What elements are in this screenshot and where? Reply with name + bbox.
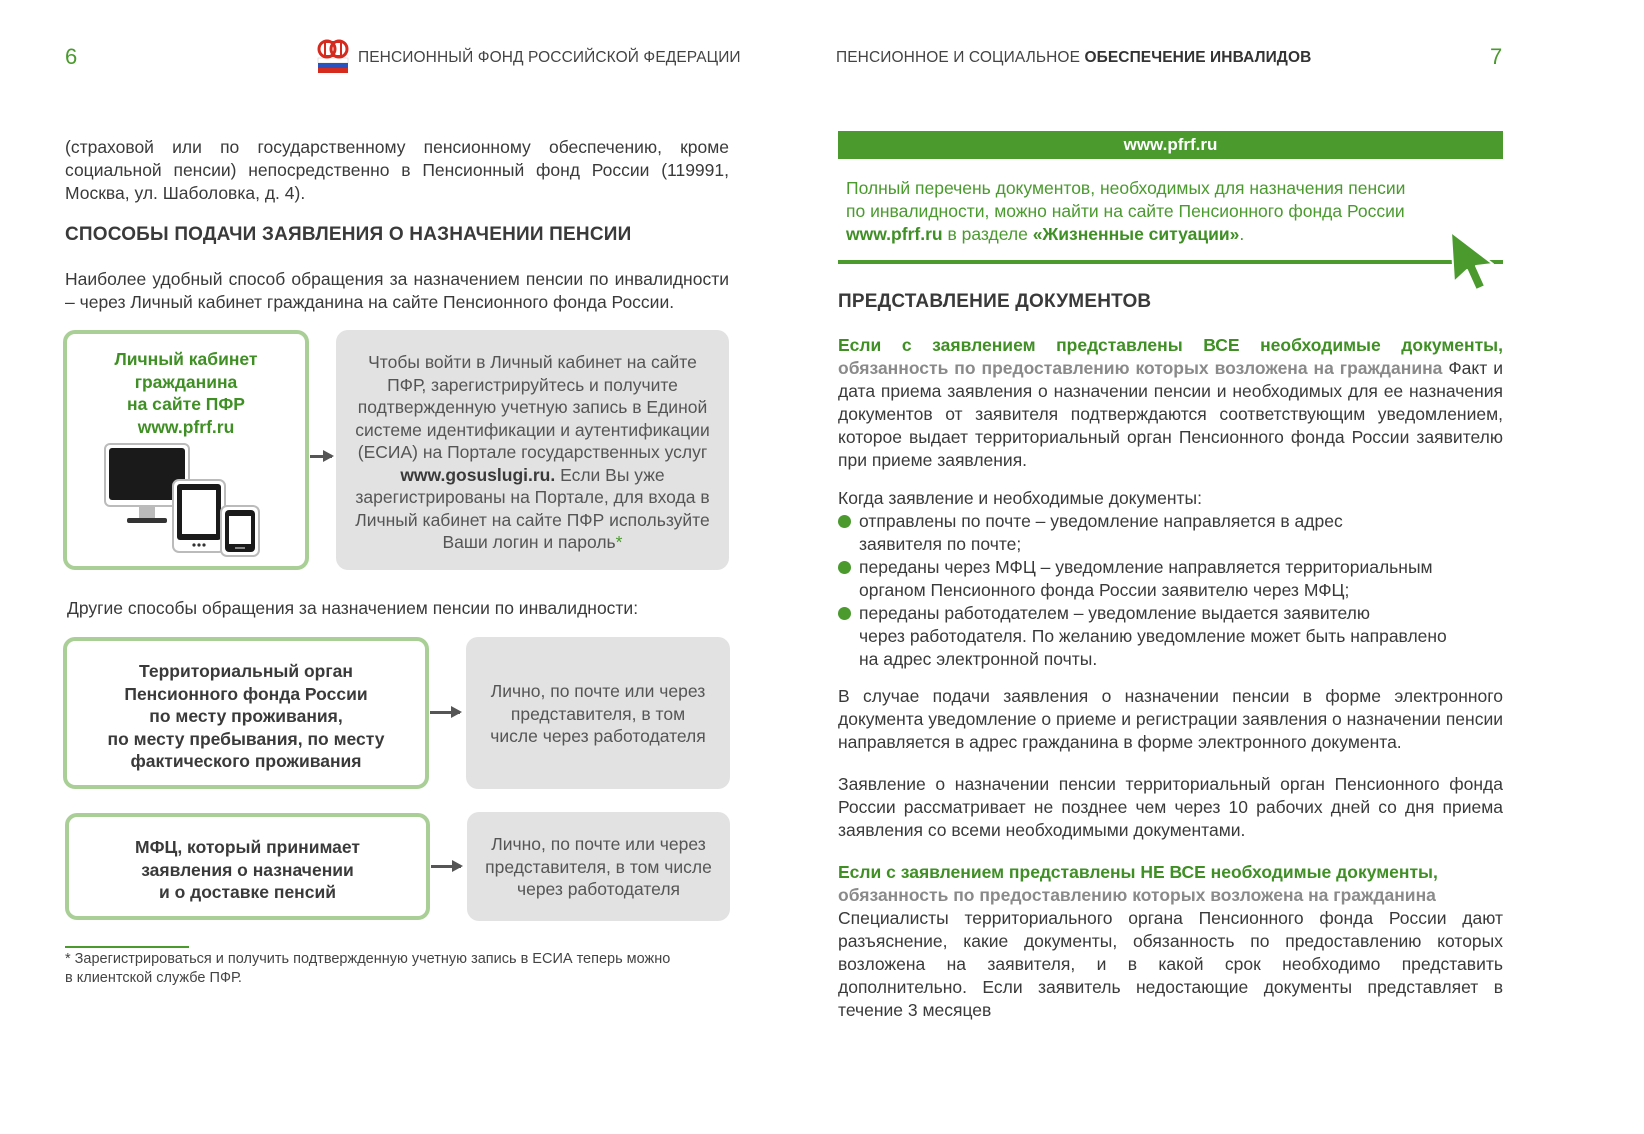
way-line: заявления о назначении	[141, 859, 354, 880]
footnote-line: в клиентской службе ПФР.	[65, 970, 242, 986]
bullet-dot	[838, 607, 851, 620]
all-docs-body: Факт и дата приема заявления о назначении пенсии и необходимых для ее назначения документов от заявителя подтверждаются соответствующим уведомлением, которое выдает территориальный орган Пенсионного фонда России заявителю при приеме заявления.	[838, 358, 1503, 470]
footnote-line: * Зарегистрироваться и получить подтвержденную учетную запись в ЕСИА теперь можно	[65, 951, 671, 967]
footnote-asterisk: *	[615, 532, 623, 552]
way-info-line: представителя, в том	[510, 703, 686, 724]
way-line: и о доставке пенсий	[158, 882, 336, 902]
bullet-line: через работодателя. По желанию уведомление может быть направлено	[859, 626, 1447, 646]
way-info-line: Лично, по почте или через	[490, 681, 706, 701]
way-info-line: через работодателя	[516, 879, 681, 899]
banner-link[interactable]: www.pfrf.ru	[846, 224, 943, 244]
cursor-arrow-icon	[1448, 230, 1496, 292]
electronic-paragraph: В случае подачи заявления о назначении пенсии в форме электронного документа уведомление о приеме и регистрации заявления о назначении пенсии направляется в адрес гражданина в форме электронного документа.	[838, 686, 1503, 752]
banner-line: по инвалидности, можно найти на сайте Пенсионного фонда России	[846, 201, 1405, 221]
bullet-dot	[838, 515, 851, 528]
cabinet-link[interactable]: www.pfrf.ru	[137, 416, 235, 437]
personal-cabinet-box	[63, 330, 309, 570]
cabinet-line: Личный кабинет	[114, 349, 258, 369]
way-line: Территориальный орган	[139, 661, 353, 681]
when-title: Когда заявление и необходимые документы:	[838, 488, 1202, 508]
banner-mid: в разделе	[942, 224, 1033, 244]
header-normal-text: ПЕНСИОННОЕ И СОЦИАЛЬНОЕ	[836, 49, 1085, 66]
cabinet-line: гражданина	[134, 371, 238, 392]
devices-icon	[103, 442, 263, 558]
way-info-line: Лично, по почте или через	[491, 834, 706, 854]
bullet-line: заявителя по почте;	[859, 534, 1022, 554]
not-all-docs-body: Специалисты территориального органа Пенсионного фонда России дают разъяснение, какие документы, обязанность по предоставлению которых возложена на заявителя, и в какой срок необходимо представить дополнительно. Если заявитель недостающие документы представляет в течение 3 месяцев	[838, 908, 1503, 1020]
list-item	[838, 510, 1503, 556]
way-line: фактического проживания	[130, 751, 362, 771]
way-info-line: представителя, в том числе	[485, 856, 712, 877]
website-banner	[838, 131, 1503, 159]
pfr-logo-icon	[315, 38, 351, 74]
way-line: МФЦ, который принимает	[135, 837, 360, 857]
way-line: Пенсионного фонда России	[124, 683, 368, 704]
main-paragraph: Наиболее удобный способ обращения за назначением пенсии по инвалидности – через Личный кабинет гражданина на сайте Пенсионного фонда России.	[65, 269, 729, 312]
bullet-line: переданы работодателем – уведомление выдается заявителю	[859, 603, 1370, 623]
gosuslugi-link[interactable]: www.gosuslugi.ru.	[400, 464, 556, 485]
pfr-logo	[315, 38, 351, 74]
banner-underline	[838, 260, 1503, 264]
not-all-docs-heading: Если с заявлением представлены НЕ ВСЕ необходимые документы,	[838, 862, 1438, 882]
way-line: по месту пребывания, по месту	[107, 728, 385, 749]
not-all-docs-block	[838, 861, 1503, 1022]
left-page-number: 6	[65, 44, 78, 69]
header-bold-text: ОБЕСПЕЧЕНИЕ ИНВАЛИДОВ	[1084, 49, 1312, 66]
cabinet-info-text-2: Если Вы уже зарегистрированы на Портале, для входа в Личный кабинет на сайте ПФР используйте Ваши логин и пароль	[355, 464, 710, 552]
cabinet-info-text: Чтобы войти в Личный кабинет на сайте ПФР, зарегистрируйтесь и получите подтвержденную учетную запись в Единой системе идентификации и аутентификации (ЕСИА) на Портале государственных услуг	[355, 352, 710, 462]
territorial-office-box	[63, 637, 429, 789]
footnote-divider	[65, 946, 189, 948]
banner-line: Полный перечень документов, необходимых для назначения пенсии	[846, 178, 1406, 198]
right-page-number: 7	[1490, 44, 1503, 69]
all-docs-heading: Если с заявлением представлены ВСЕ необходимые документы,	[838, 335, 1503, 355]
way-line: по месту проживания,	[149, 706, 343, 726]
bullet-line: отправлены по почте – уведомление направляется в адрес	[859, 511, 1343, 531]
arrow-way-2	[431, 865, 461, 868]
banner-text	[846, 177, 1466, 246]
banner-section[interactable]: «Жизненные ситуации»	[1032, 224, 1240, 244]
not-all-docs-subheading: обязанность по предоставлению которых возложена на гражданина	[838, 885, 1436, 905]
mfc-box	[65, 813, 430, 920]
list-item	[838, 556, 1503, 602]
section-title-documents: ПРЕДСТАВЛЕНИЕ ДОКУМЕНТОВ	[838, 291, 1152, 312]
all-docs-subheading: обязанность по предоставлению которых возложена на гражданина	[838, 358, 1443, 378]
all-docs-block	[838, 334, 1503, 472]
cabinet-line: на сайте ПФР	[127, 394, 245, 414]
way-1-info-box	[466, 637, 730, 789]
review-paragraph: Заявление о назначении пенсии территориальный орган Пенсионного фонда России рассматривает не позднее чем через 10 рабочих дней со дня приема заявления со всеми необходимыми документами.	[838, 774, 1503, 840]
section-title-submission: СПОСОБЫ ПОДАЧИ ЗАЯВЛЕНИЯ О НАЗНАЧЕНИИ ПЕНСИИ	[65, 224, 632, 245]
bullet-line: переданы через МФЦ – уведомление направляется территориальным	[859, 557, 1433, 577]
left-header-title: ПЕНСИОННЫЙ ФОНД РОССИЙСКОЙ ФЕДЕРАЦИИ	[358, 49, 741, 66]
cabinet-info-box	[336, 330, 729, 570]
bullet-dot	[838, 561, 851, 574]
arrow-cabinet	[310, 455, 332, 458]
other-ways-title: Другие способы обращения за назначением пенсии по инвалидности:	[67, 598, 639, 618]
banner-end: .	[1239, 224, 1245, 244]
way-info-line: числе через работодателя	[490, 726, 706, 746]
footnote	[65, 950, 670, 988]
arrow-way-1	[430, 711, 460, 714]
list-item	[838, 602, 1503, 671]
way-2-info-box	[467, 812, 730, 921]
intro-paragraph: (страховой или по государственному пенсионному обеспечению, кроме социальной пенсии) непосредственно в Пенсионный фонд России (119991, Москва, ул. Шаболовка, д. 4).	[65, 137, 729, 203]
bullet-list	[838, 510, 1503, 671]
bullet-line: органом Пенсионного фонда России заявителю через МФЦ;	[859, 580, 1350, 600]
bullet-line: на адрес электронной почты.	[859, 649, 1098, 669]
right-header-title	[836, 49, 1311, 67]
banner-url[interactable]: www.pfrf.ru	[1123, 135, 1218, 154]
